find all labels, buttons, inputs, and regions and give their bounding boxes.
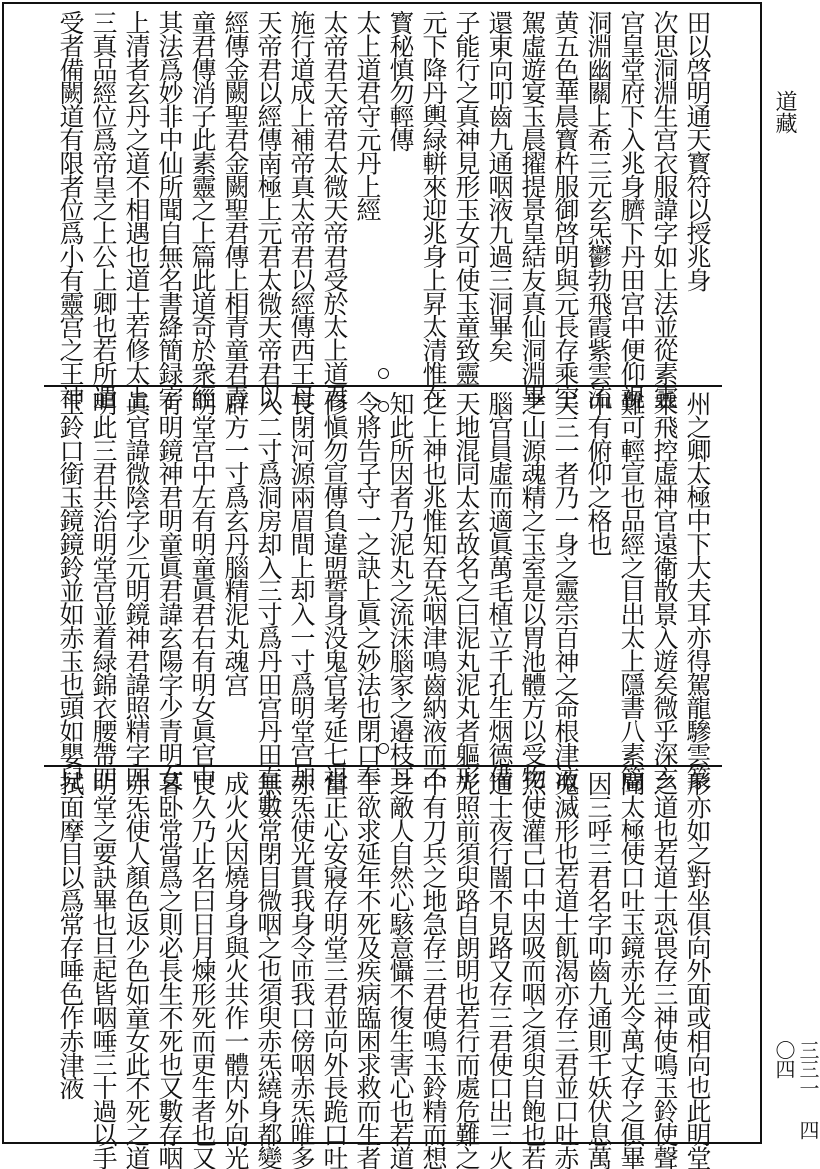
- text-column: 鬼滅形也若道士飢渴亦存三君並口吐赤: [551, 771, 580, 1169]
- text-column: 長閉河源兩眉間上却入一寸爲明堂宫却: [287, 391, 316, 789]
- text-column: 施行道成上補帝真太帝君以經傳西王母: [287, 10, 316, 408]
- paragraph-circle-mark: [378, 401, 389, 412]
- text-column: 聞太極使口吐玉鏡赤光令萬丈存之俱畢: [617, 771, 646, 1169]
- text-column: 玉鈴口銜玉鏡鏡鈴並如赤玉也頭如嬰兒: [56, 391, 85, 789]
- text-column: 士欲求延年不死及疾病臨困求救而生者: [353, 771, 382, 1169]
- text-column: 拭面摩目以爲常存唾色作赤津液: [56, 771, 85, 1099]
- text-column: 令將告子守一之訣上眞之妙法也閉口奉: [353, 391, 382, 789]
- text-column: 成火火因燒身身與火共作一體内外向光: [221, 771, 250, 1169]
- text-column: 天地混同太玄故名之曰泥丸泥丸者軀形: [452, 391, 481, 789]
- text-column: 眞官諱微陰字少元明鏡神君諱照精字四: [122, 391, 151, 789]
- text-column: 明堂宫中左有明童眞君右有明女眞官中: [188, 391, 217, 789]
- text-column: 之敵人自然心駭意懾不復生害心也若道: [386, 771, 415, 1169]
- text-column: 夫三一者乃一身之靈宗百神之命根津液: [551, 391, 580, 789]
- text-column: 有明鏡神君明童眞君諱玄陽字少青明女: [155, 391, 184, 789]
- text-column: 太帝君天帝君太微天帝君受於太上道君: [320, 10, 349, 408]
- text-column: 乘飛控虛神官遠衛散景入遊矣微乎深玄: [650, 391, 679, 789]
- text-band-lower: [44, 767, 722, 1169]
- text-column: 之山源魂精之玉室是以胃池體方以受物: [518, 391, 547, 789]
- page-frame: [2, 2, 762, 1169]
- text-column: 之道也若道士恐畏存三神使鳴玉鈴使聲: [650, 771, 679, 1169]
- text-column: 炁使灌己口中因吸而咽之須臾自飽也若: [518, 771, 547, 1169]
- paragraph-circle-mark: [378, 368, 389, 379]
- text-column: 上清者玄丹之道不相遇也道士若修太上: [122, 10, 151, 408]
- text-column: 入二寸爲洞房却入三寸爲丹田宫丹田直上: [254, 391, 283, 813]
- text-column: 童君傳消子此素靈之上篇此道奇於衆經: [188, 10, 217, 408]
- text-column: 子能行之真神見形玉女可使玉童致靈: [452, 10, 481, 385]
- page-number: 三三一 四〇四: [772, 1040, 820, 1139]
- text-column: 宫皇堂府下入兆身臍下丹田宫中便仰視: [617, 10, 646, 408]
- text-column: 腦宫員虛而適眞萬毛植立千孔生烟德備: [485, 391, 514, 789]
- collection-title: 道藏: [772, 90, 797, 134]
- text-column: 洞淵幽關上希三元玄炁鬱勃飛霞紫雲流: [584, 10, 613, 408]
- text-column: 良久乃止名曰日月煉形死而更生者也又: [188, 771, 217, 1169]
- text-column: 難可輕宣也品經之目出太上隱書八素篇: [617, 391, 646, 789]
- text-column: 經傳金闕聖君金闕聖君傳上相青童君青: [221, 10, 250, 408]
- text-column: 還東向叩齒九通咽液九過三洞畢矣: [485, 10, 514, 362]
- text-column: 天帝君以經傳南極上元君太微天帝君以: [254, 10, 283, 408]
- text-column: 因三呼三君名字叩齒九通則千妖伏息萬: [584, 771, 613, 1169]
- text-column: 形亦如之對坐俱向外面或相向也此明堂: [683, 771, 712, 1169]
- paragraph-circle-mark: [378, 743, 389, 754]
- text-column: 元下降丹輿緑軿來迎兆身上昇太清惟在: [419, 10, 448, 408]
- text-column: 之上神也兆惟知吞炁咽津鳴齒納液而不: [419, 391, 448, 789]
- text-column: 次思洞淵生宫衣服諱字如上法並從素靈: [650, 10, 679, 408]
- text-column: 受者備闕道有限者位爲小有靈宫之王神: [56, 10, 85, 408]
- text-column: 三真品經位爲帝皇之上公上卿也若所遣: [89, 10, 118, 408]
- text-column: 赤炁使光貫我身令匝我口傍咽赤炁唯多: [287, 771, 316, 1169]
- text-column: 明此三君共治明堂宫並着緑錦衣腰帶四: [89, 391, 118, 789]
- text-column: 無數常閉目微咽之也須臾赤炁繞身都變: [254, 771, 283, 1169]
- text-column: 光照前須臾路自朗明也若行而處危難之: [452, 771, 481, 1169]
- text-column: 暮卧常當爲之則必長生不死也又數存咽: [155, 771, 184, 1169]
- section-heading: 太上道君守元丹上經: [353, 10, 382, 221]
- text-column: 辟方一寸爲玄丹腦精泥丸魂宫: [221, 391, 250, 696]
- text-column: 中有俯仰之格也: [584, 391, 613, 555]
- text-column: 修愼勿宣傳負違盟誓身没鬼官考延七祖: [320, 391, 349, 789]
- text-column: 黄五色華晨寳杵服御啓明與元長存乘空: [551, 10, 580, 408]
- text-column: 明堂之要訣畢也旦起皆咽唾三十過以手: [89, 771, 118, 1169]
- text-column: 寳秘慎勿輕傳: [386, 10, 415, 151]
- text-band-middle: [44, 387, 722, 813]
- text-band-upper: [44, 6, 722, 408]
- text-column: 知此所因者乃泥丸之流沫腦家之邉枝耳: [386, 391, 415, 789]
- text-column: 其法爲妙非中仙所聞自無名書絳簡録字: [155, 10, 184, 408]
- text-column: 赤炁使人顏色返少色如童女此不死之道: [122, 771, 151, 1169]
- text-column: 中有刀兵之地急存三君使鳴玉鈴精而想: [419, 771, 448, 1169]
- text-column: 駕虛遊宴玉晨擢提景皇結友真仙洞淵畢: [518, 10, 547, 408]
- text-column: 道士夜行闇不見路又存三君使口出三火: [485, 771, 514, 1169]
- text-column: 州之卿太極中下大夫耳亦得駕龍驂雲篆: [683, 391, 712, 789]
- text-column: 當正心安寢存明堂三君並向外長跪口吐: [320, 771, 349, 1169]
- text-column: 田以啓明通天寳符以授兆身: [683, 10, 712, 291]
